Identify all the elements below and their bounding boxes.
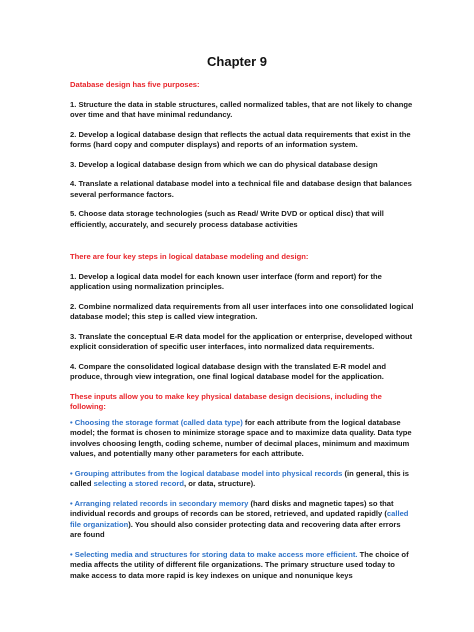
step-item-3: 3. Translate the conceptual E-R data model for the application or enterprise, developed without explicit consideration of specific user interfaces, into normalized data requirements. — [70, 331, 413, 351]
bullet-text: , or data, structure). — [183, 479, 256, 488]
bullet-text: (hard disks and magnetic tapes) so that individual records and groups of records can be stored, retrieved, and updated rapidly ( — [70, 498, 394, 518]
bullet-text: The choice of media affects the utility of different file organizations. The primary structure used today to make access to data more rapid is key indexes on unique and nonunique keys — [70, 549, 409, 580]
purpose-item-2: 2. Develop a logical database design that reflects the actual data requirements that exist in the forms (hard copy and computer displays) and reports of an information system. — [70, 129, 411, 149]
step-item-2: 2. Combine normalized data requirements from all user interfaces into one consolidated logical database model; this step is called view integration. — [70, 301, 414, 321]
section2-heading: There are four key steps in logical database modeling and design: — [70, 252, 309, 261]
bullet-item-storage-format — [70, 418, 414, 460]
step-item-1: 1. Develop a logical data model for each known user interface (form and report) for the application using normalization principles. — [70, 271, 382, 291]
highlight-file-organization: called file organization — [70, 509, 409, 529]
bullet-text: for each attribute from the logical database model; the format is chosen to minimize storage space and to maximize data quality. Data type involves choosing length, coding scheme, number of decimal places, minimum and maximum values, and potentially many other parameters for each attribute. — [70, 417, 412, 458]
purpose-item-3: 3. Develop a logical database design from which we can do physical database design — [70, 159, 378, 169]
purpose-item-4: 4. Translate a relational database model into a technical file and database design that balances several performance factors. — [70, 179, 412, 199]
highlight-storage-format: Choosing the storage format (called data type) — [74, 417, 243, 427]
bullet-icon: • — [70, 417, 73, 427]
section1-heading: Database design has five purposes: — [70, 80, 200, 89]
bullet-item-arranging — [70, 499, 414, 541]
highlight-grouping: Grouping attributes from the logical database model into physical records — [74, 468, 343, 478]
page-title: Chapter 9 — [207, 54, 267, 69]
step-item-4: 4. Compare the consolidated logical database design with the translated E-R model and produce, through view integration, one final logical database model for the application. — [70, 361, 387, 381]
bullet-text: (in general, this is called — [70, 468, 409, 488]
highlight-media: Selecting media and structures for storing data to make access more efficient. — [74, 549, 358, 559]
bullet-item-media — [70, 550, 414, 582]
highlight-stored-record: selecting a stored record — [93, 479, 184, 488]
bullet-icon: • — [70, 498, 73, 508]
purpose-item-1: 1. Structure the data in stable structures, called normalized tables, that are not likely to change over time and that have minimal redundancy. — [70, 99, 413, 119]
highlight-arranging: Arranging related records in secondary memory — [74, 498, 249, 508]
purpose-item-5: 5. Choose data storage technologies (such as Read/ Write DVD or optical disc) that will efficiently, accurately, and securely process database activities — [70, 209, 384, 229]
bullet-item-grouping — [70, 469, 414, 490]
bullet-text: ). You should also consider protecting data and recovering data after errors are found — [70, 519, 401, 539]
bullet-icon: • — [70, 549, 73, 559]
section3-heading: These inputs allow you to make key physical database design decisions, including the following: — [70, 391, 382, 411]
document-body — [70, 80, 414, 581]
bullet-icon: • — [70, 468, 73, 478]
